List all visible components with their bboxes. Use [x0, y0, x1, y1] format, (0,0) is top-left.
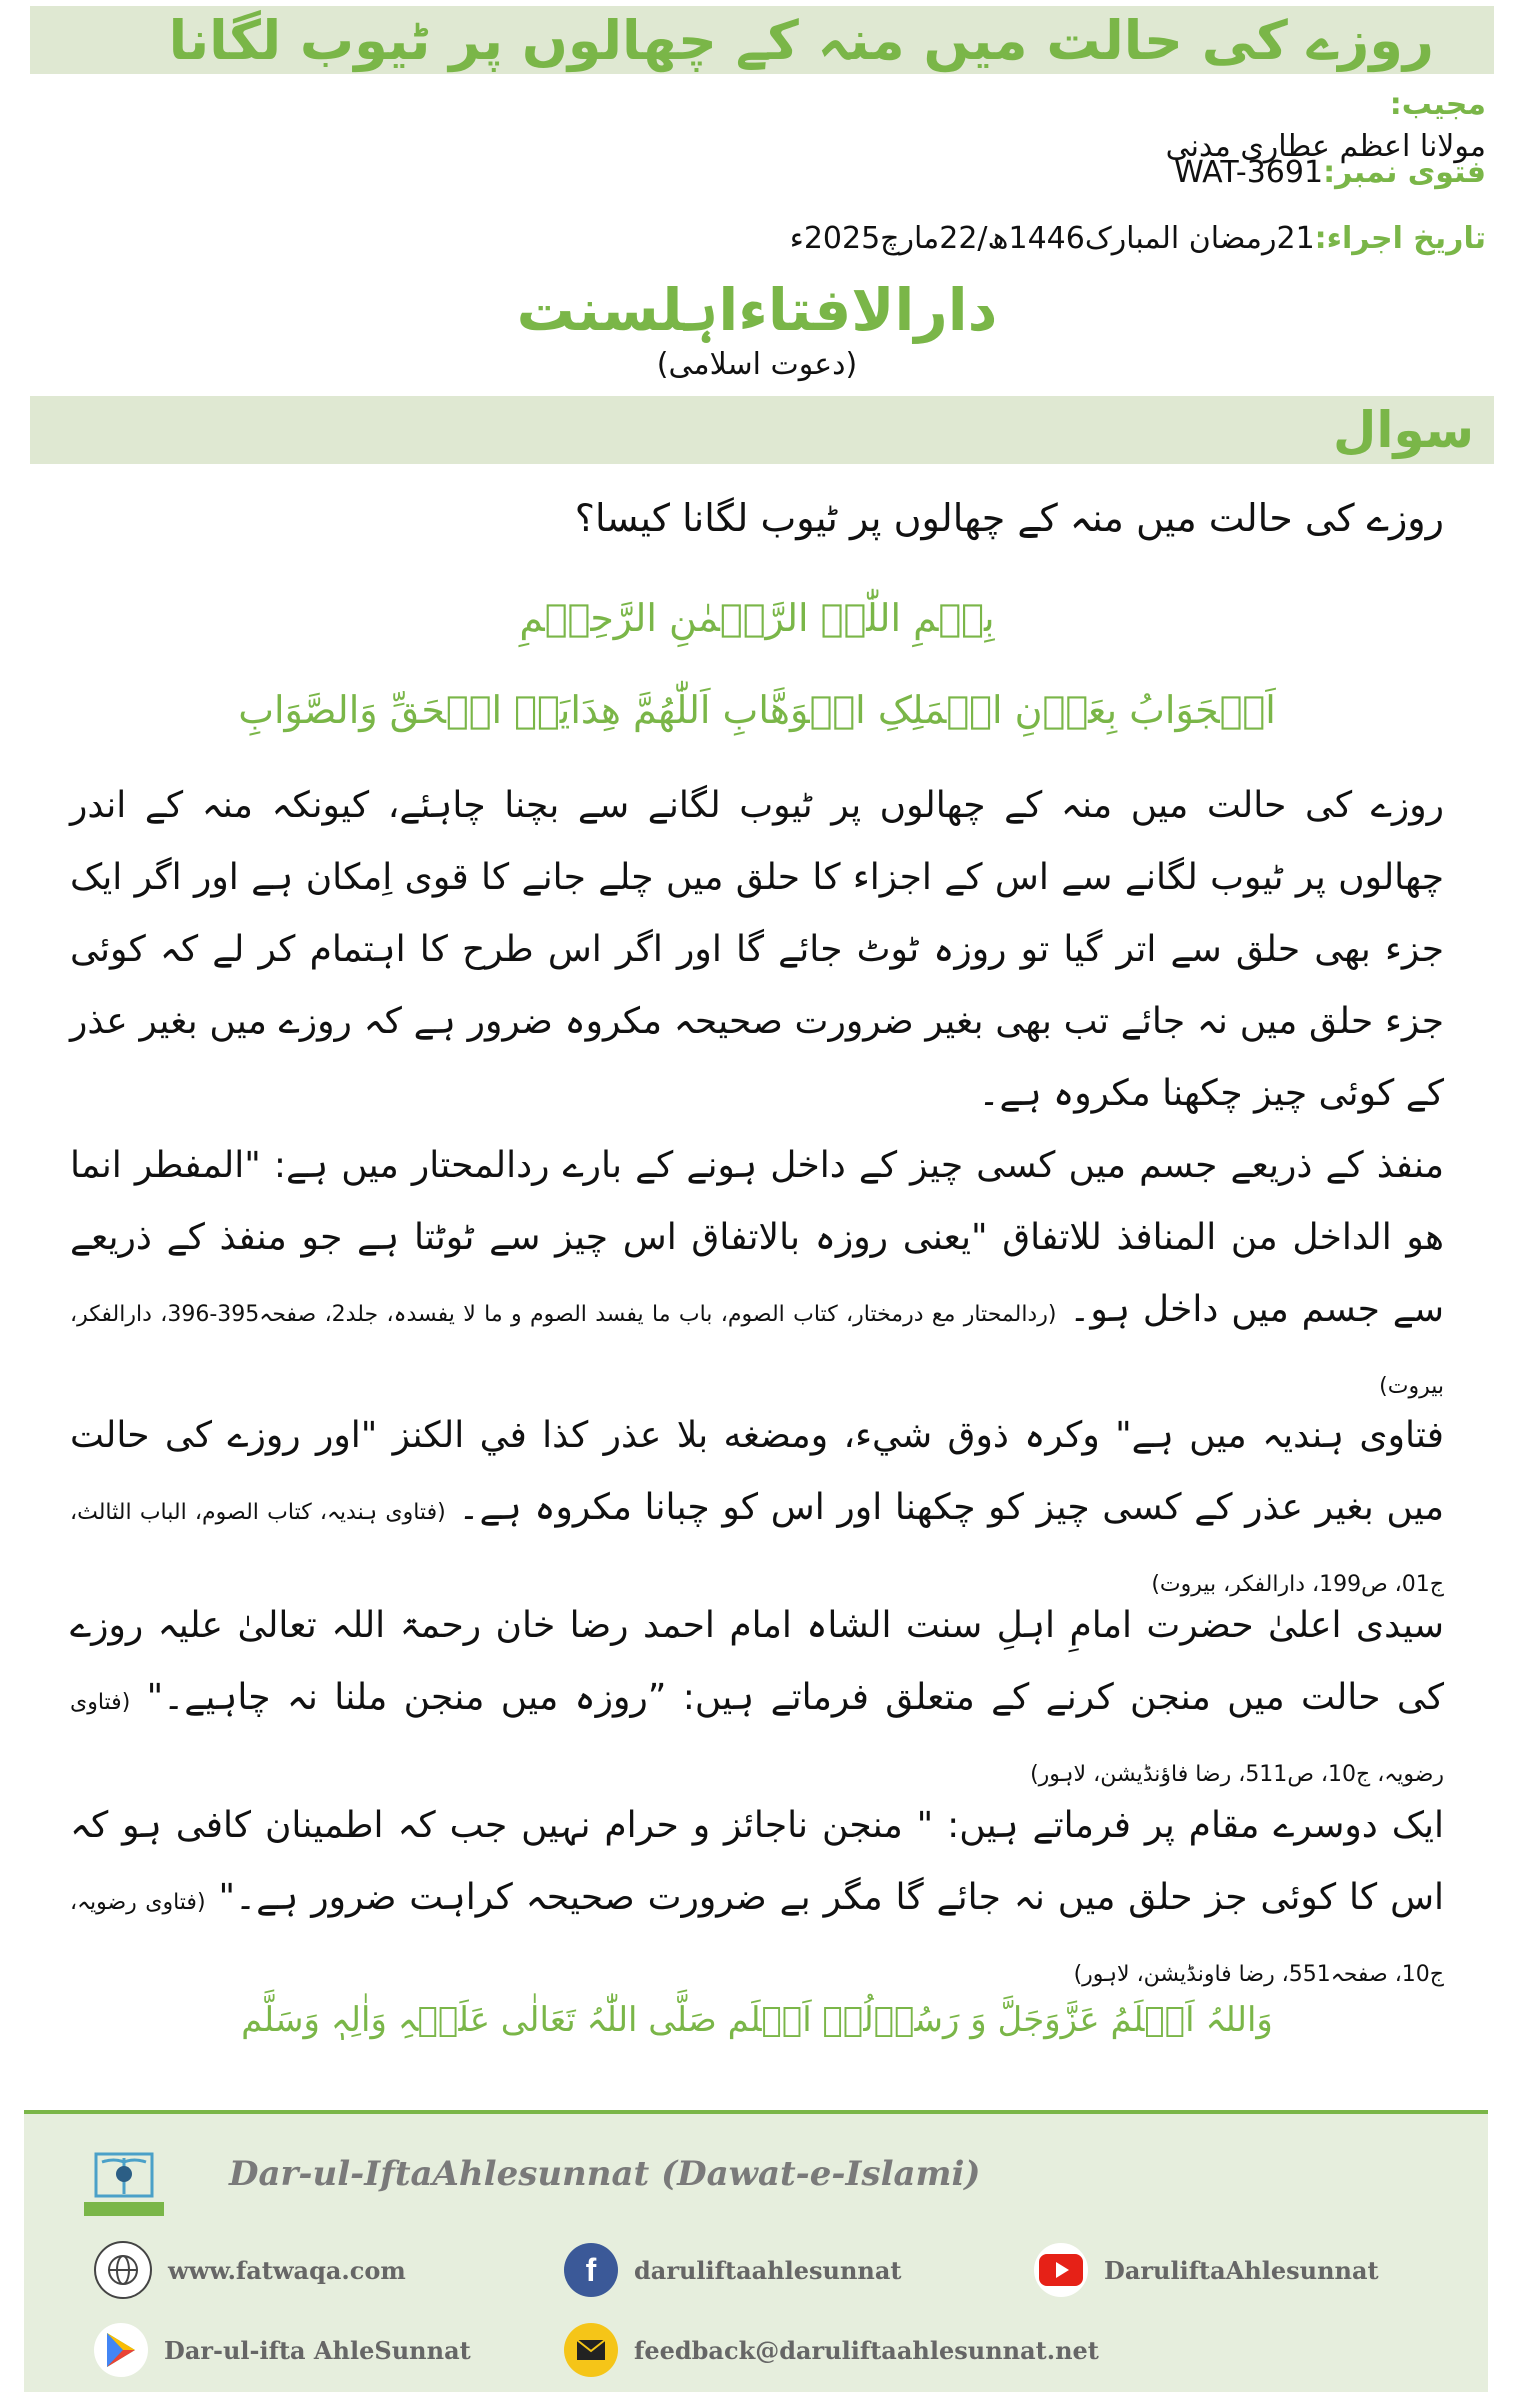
youtube-icon: [1034, 2243, 1088, 2297]
play-store-link[interactable]: [94, 2320, 471, 2380]
footer-org-name: Dar-ul-IftaAhlesunnat (Dawat-e-Islami): [229, 2154, 981, 2194]
reference-fatawa-razawiya-551: (فتاوی رضویہ، ج10، صفحہ551، رضا فاونڈیشن، لاہور): [70, 1890, 1444, 1987]
email-text: feedback@daruliftaahlesunnat.net: [634, 2335, 1099, 2365]
date-label: تاریخ اجراء:: [1314, 221, 1486, 256]
mujeeb-value: مولانا اعظم عطاری مدنی: [1165, 129, 1486, 164]
reference-fatawa-razawiya-511: (فتاوی رضویہ، ج10، ص511، رضا فاؤنڈیشن، لاہور): [70, 1690, 1444, 1787]
facebook-link[interactable]: [564, 2240, 902, 2300]
website-text: www.fatwaqa.com: [168, 2255, 406, 2285]
brand-subtitle: (دعوت اسلامی): [656, 347, 858, 382]
answer-paragraph-4: [70, 1590, 1444, 1806]
bismillah: بِسۡمِ اللّٰہِ الرَّحۡمٰنِ الرَّحِیۡمِ: [519, 596, 995, 640]
answer-paragraph-5-text: ایک دوسرے مقام پر فرماتے ہیں: " منجن ناجائز و حرام نہیں جب کہ اطمینان کافی ہو کہ اس کا کوئی جز حلق میں نہ جائے گا مگر بے ضرورت صحیحہ کراہت ضرور ہے۔": [70, 1805, 1445, 1918]
answer-paragraph-4-text: سیدی اعلیٰ حضرت امامِ اہلِ سنت الشاہ امام احمد رضا خان رحمۃ اللہ تعالیٰ علیہ روزے کی حالت میں منجن کرنے کے متعلق فرماتے ہیں: ”روزہ میں منجن ملنا نہ چاہیے۔": [70, 1605, 1444, 1718]
section-heading: سوال: [1332, 401, 1474, 459]
reference-fatawa-hindiya: (فتاوی ہندیہ، کتاب الصوم، الباب الثالث، ج01، ص199، دارالفکر، بیروت): [70, 1500, 1444, 1597]
fatwa-value: WAT-3691: [1174, 155, 1324, 190]
fatwa-label: فتوی نمبر:: [1323, 155, 1486, 190]
closing-dua: وَاللہُ اَعۡلَمُ عَزَّوَجَلَّ وَ رَسُوۡلُہٗ اَعۡلَم صَلَّی اللّٰہُ تَعَالٰی عَلَیۡہِ وَاٰلِہٖ وَسَلَّم: [241, 2000, 1273, 2040]
email-link[interactable]: [564, 2320, 1099, 2380]
answer-paragraph-1: روزے کی حالت میں منہ کے چھالوں پر ٹیوب لگانے سے بچنا چاہئے، کیونکہ منہ کے اندر چھالوں پر ٹیوب لگانے سے اس کے اجزاء کا حلق میں چلے جانے کا قوی اِمکان ہے اور اگر ایک جزء بھی حلق سے اتر گیا تو روزہ ٹوٹ جائے گا اور اگر اس طرح کا اہتمام کر لے کہ کوئی جزء حلق میں نہ جائے تب بھی بغیر ضرورت صحیحہ مکروہ ضرور ہے کہ روزے میں بغیر عذر کے کوئی چیز چکھنا مکروہ ہے۔: [70, 785, 1444, 1114]
mujeeb-label: مجیب:: [1389, 87, 1486, 122]
answer-paragraph-5: [70, 1790, 1444, 2006]
brand-title: دارالافتاءاہلسنت: [516, 276, 998, 344]
question-text: روزے کی حالت میں منہ کے چھالوں پر ٹیوب لگانا کیسا؟: [574, 496, 1444, 540]
youtube-text: DaruliftaAhlesunnat: [1104, 2255, 1379, 2285]
answer-paragraph-2-text: منفذ کے ذریعے جسم میں کسی چیز کے داخل ہونے کے بارے ردالمحتار میں ہے: "المفطر انما ھو الداخل من المنافذ للاتفاق "یعنی روزہ بالاتفاق اس چیز سے ٹوٹتا ہے جو منفذ کے ذریعے سے جسم میں داخل ہو۔: [70, 1145, 1444, 1330]
play-store-text: Dar-ul-ifta AhleSunnat: [164, 2335, 471, 2365]
title-band: [30, 6, 1494, 74]
answer-paragraph-3-text: فتاوی ہندیہ میں ہے" وکرہ ذوق شيء، ومضغه بلا عذر كذا في الكنز "اور روزے کی حالت میں بغیر عذر کے کسی چیز کو چکھنا اور اس کو چبانا مکروہ ہے۔: [70, 1415, 1444, 1528]
facebook-text: daruliftaahlesunnat: [634, 2255, 902, 2285]
answer-opening: اَلۡجَوَابُ بِعَوۡنِ الۡمَلِکِ الۡوَھَّابِ اَللّٰھُمَّ ھِدَایَۃَ الۡحَقِّ وَالصَّوَابِ: [238, 688, 1276, 732]
mail-icon: [564, 2323, 618, 2377]
play-store-icon: [94, 2323, 148, 2377]
website-link[interactable]: [94, 2240, 406, 2300]
youtube-link[interactable]: [1034, 2240, 1379, 2300]
answer-paragraph-3: [70, 1400, 1444, 1616]
answer-paragraph-2: [70, 1130, 1444, 1418]
fatwa-number-line: [1174, 152, 1486, 194]
footer: [24, 2110, 1488, 2392]
globe-icon: [94, 2241, 152, 2299]
issue-date-line: [790, 218, 1486, 260]
date-value: 21رمضان المبارک1446ھ/22مارچ2025ء: [789, 221, 1315, 256]
page-title: روزے کی حالت میں منہ کے چھالوں پر ٹیوب لگانا: [168, 9, 1434, 72]
section-band: [30, 396, 1494, 464]
org-logo-icon: [74, 2144, 174, 2224]
reference-raddul-muhtar: (ردالمحتار مع درمختار، کتاب الصوم، باب ما یفسد الصوم و ما لا یفسدہ، جلد2، صفحہ395-396، دارالفکر، بیروت): [70, 1302, 1444, 1399]
facebook-icon: f: [564, 2243, 618, 2297]
